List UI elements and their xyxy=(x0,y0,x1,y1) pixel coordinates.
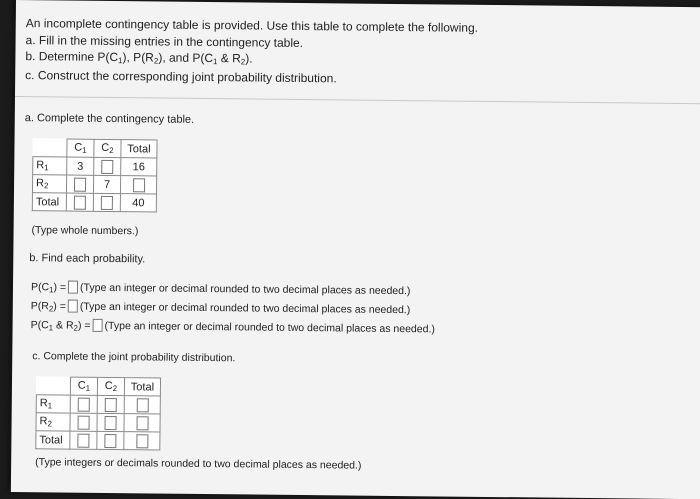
cell-r1-total: 16 xyxy=(121,158,157,176)
row-header-r1: $R_1$ xyxy=(33,157,67,175)
table-row xyxy=(32,175,156,194)
part-c-note: (Type integers or decimals rounded to two decimal places as needed.) xyxy=(35,456,362,472)
row-header-total: Total xyxy=(32,193,66,211)
joint-probability-table xyxy=(35,376,161,450)
jp-input-total-total[interactable] xyxy=(136,434,148,448)
prob-p-c1: $P(C_1)$ = (Type an integer or decimal rounded to two decimal places as needed.) xyxy=(30,281,411,298)
contingency-table xyxy=(32,138,158,212)
col-header-c1: $C_1$ xyxy=(67,139,94,157)
section-divider xyxy=(15,96,700,104)
jp-input-r2-c2[interactable] xyxy=(105,415,117,429)
jp-input-r1-c1[interactable] xyxy=(78,397,90,411)
jp-input-r2-total[interactable] xyxy=(136,416,148,430)
jp-input-total-c1[interactable] xyxy=(77,433,89,447)
prob-p-r2: $P(R_2)$ = (Type an integer or decimal rounded to two decimal places as needed.) xyxy=(30,300,411,317)
input-total-c2[interactable] xyxy=(101,195,113,209)
jp-row-header-r2: $R_2$ xyxy=(36,413,70,431)
intro-line-4: c. Construct the corresponding joint probability distribution. xyxy=(25,68,337,86)
part-b-heading: b. Find each probability. xyxy=(29,252,146,266)
col-header-total: Total xyxy=(121,140,157,158)
question-page xyxy=(11,0,700,499)
jp-row-header-total: Total xyxy=(36,431,70,449)
jp-input-r2-c1[interactable] xyxy=(78,415,90,429)
jp-input-total-c2[interactable] xyxy=(104,433,116,447)
part-a-note: (Type whole numbers.) xyxy=(31,224,139,238)
table-row xyxy=(32,193,156,212)
cell-total-total: 40 xyxy=(120,194,156,212)
cell-r2-c2: 7 xyxy=(93,175,120,193)
intro-line-1: An incomplete contingency table is provided. Use this table to complete the following. xyxy=(25,16,479,35)
cell-total-c2 xyxy=(93,193,120,211)
col-header-c2: $C_2$ xyxy=(94,139,121,157)
jp-input-r1-total[interactable] xyxy=(136,398,148,412)
cell-r1-c2 xyxy=(94,157,121,175)
input-p-r2[interactable] xyxy=(68,300,78,313)
part-c-heading: c. Complete the joint probability distribution. xyxy=(32,350,236,365)
jp-col-header-c2: $C_2$ xyxy=(97,377,124,395)
input-p-c1-and-r2[interactable] xyxy=(92,319,102,332)
input-r2-c1[interactable] xyxy=(74,177,86,191)
intro-line-2: a. Fill in the missing entries in the contingency table. xyxy=(25,33,304,51)
prob-p-c1-and-r2: $P(C_1$ & $R_2$) = (Type an integer or decimal rounded to two decimal places as needed.) xyxy=(30,319,435,336)
table-row xyxy=(36,431,160,450)
table-row xyxy=(36,413,160,432)
input-r2-total[interactable] xyxy=(132,178,144,192)
input-total-c1[interactable] xyxy=(74,195,86,209)
cell-r2-c1 xyxy=(66,175,93,193)
jp-col-header-c1: $C_1$ xyxy=(70,377,97,395)
table-row xyxy=(36,395,160,414)
cell-r1-c1: 3 xyxy=(67,157,94,175)
jp-input-r1-c2[interactable] xyxy=(105,397,117,411)
jp-row-header-r1: $R_1$ xyxy=(36,395,70,413)
intro-line-3: b. Determine $P(C_1)$, $P(R_2)$, and $P(C_1$ & $R_2$). xyxy=(25,49,253,67)
cell-r2-total xyxy=(120,176,156,194)
table-row xyxy=(33,157,157,176)
cell-total-c1 xyxy=(66,193,93,211)
jp-col-header-total: Total xyxy=(124,378,160,396)
input-r1-c2[interactable] xyxy=(101,159,113,173)
input-p-c1[interactable] xyxy=(68,281,78,294)
part-a-heading: a. Complete the contingency table. xyxy=(24,112,195,126)
row-header-r2: $R_2$ xyxy=(32,175,66,193)
